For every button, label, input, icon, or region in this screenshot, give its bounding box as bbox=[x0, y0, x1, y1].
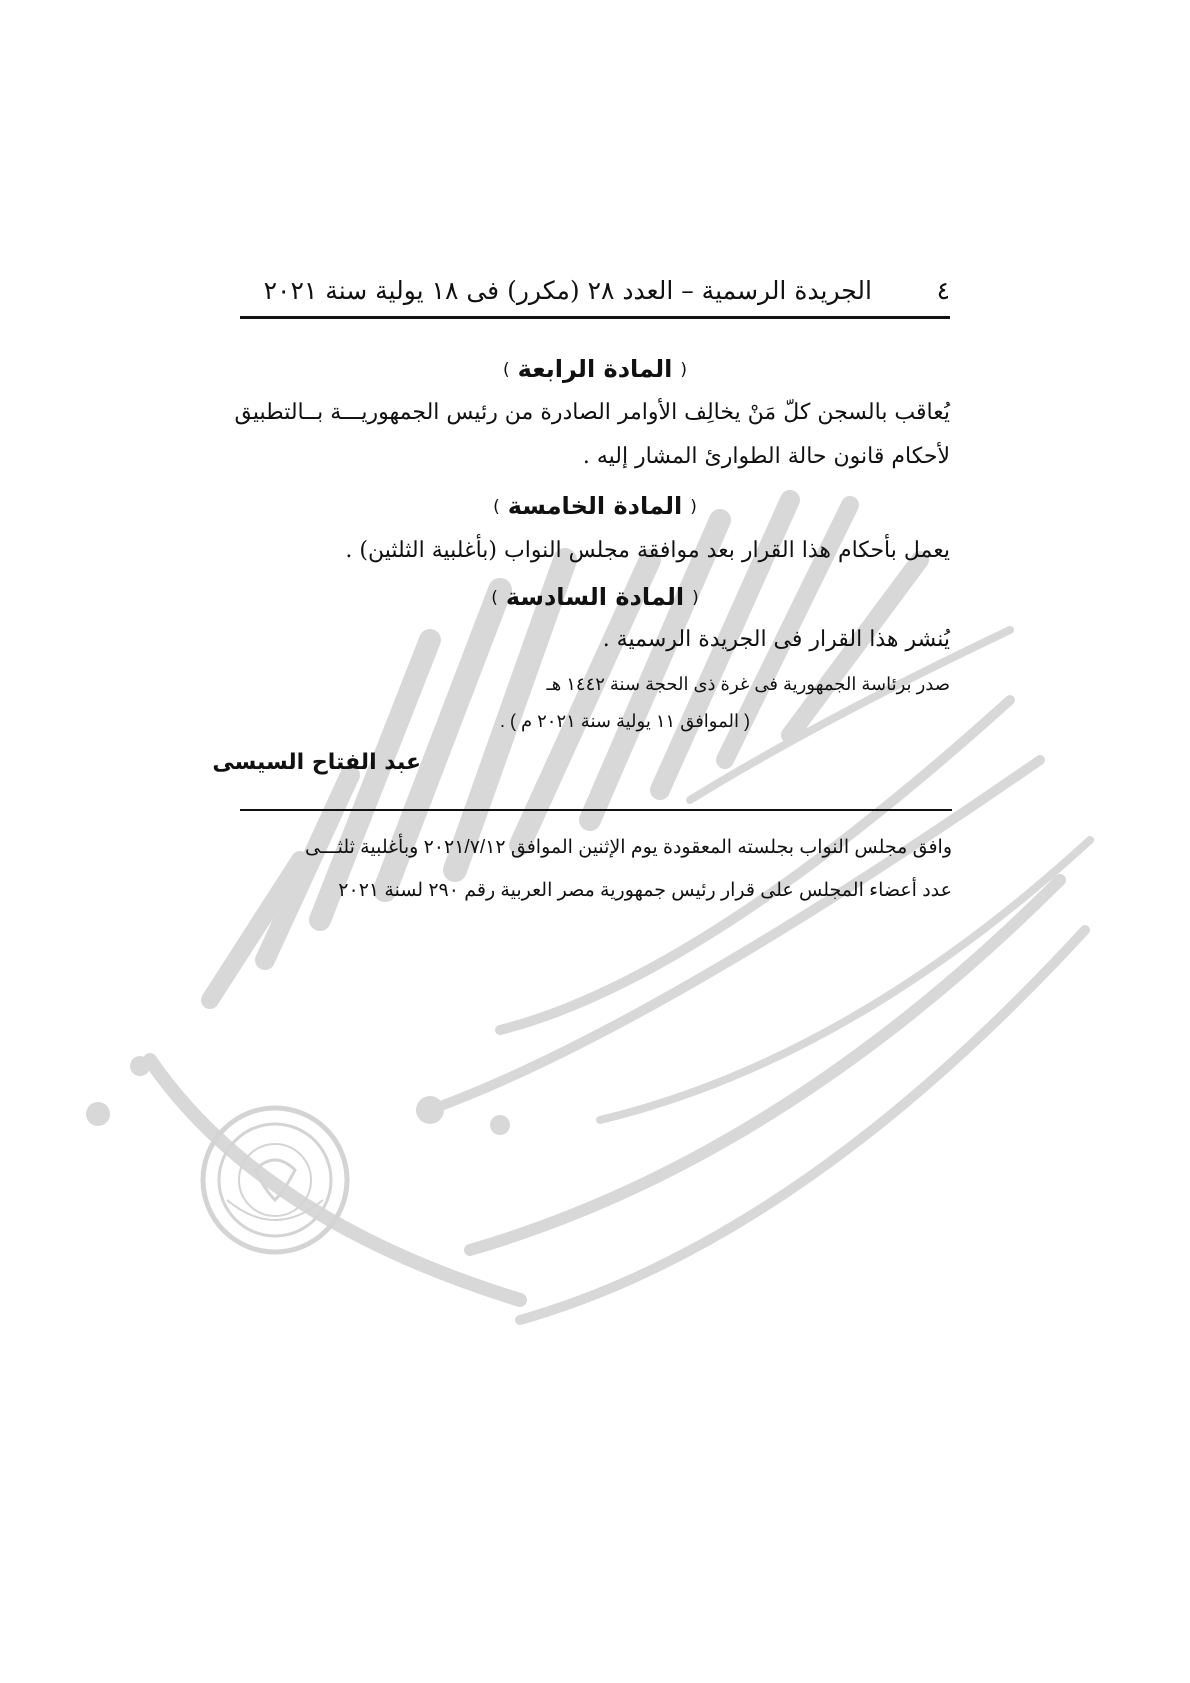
page-number: ٤ bbox=[936, 276, 950, 305]
gazette-header bbox=[240, 272, 950, 310]
article-heading-sixth: (المادة السادسة) bbox=[491, 583, 699, 611]
footnote-line-1: وافق مجلس النواب بجلسته المعقودة يوم الإثنين الموافق ٢٠٢١/٧/١٢ وبأغلبية ثلثـــى bbox=[305, 837, 952, 858]
article-fifth-line-1: يعمل بأحكام هذا القرار بعد موافقة مجلس النواب (بأغلبية الثلثين) . bbox=[345, 538, 950, 563]
article-fourth-line-1: يُعاقب بالسجن كلّ مَنْ يخالِف الأوامر الصادرة من رئيس الجمهوريـــة بــالتطبيق bbox=[234, 400, 950, 425]
footnote-line-2: عدد أعضاء المجلس على قرار رئيس جمهورية مصر العربية رقم ٢٩٠ لسنة ٢٠٢١ bbox=[338, 880, 952, 901]
issuance-date-hijri: صدر برئاسة الجمهورية فى غرة ذى الحجة سنة ١٤٤٢ هـ bbox=[546, 674, 950, 694]
footnote-divider bbox=[240, 809, 952, 811]
issuance-date-gregorian: ( الموافق ١١ يولية سنة ٢٠٢١ م ) . bbox=[499, 711, 750, 731]
article-sixth-line-1: يُنشر هذا القرار فى الجريدة الرسمية . bbox=[602, 627, 950, 652]
article-heading-fourth: (المادة الرابعة) bbox=[503, 355, 687, 383]
signature-name: عبد الفتاح السيسى bbox=[212, 750, 421, 775]
article-fourth-line-2: لأحكام قانون حالة الطوارئ المشار إليه . bbox=[582, 444, 950, 469]
header-divider bbox=[240, 316, 950, 319]
article-heading-fifth: (المادة الخامسة) bbox=[493, 492, 697, 520]
gazette-title: الجريدة الرسمية – العدد ٢٨ (مكرر) فى ١٨ يولية سنة ٢٠٢١ bbox=[263, 276, 872, 305]
